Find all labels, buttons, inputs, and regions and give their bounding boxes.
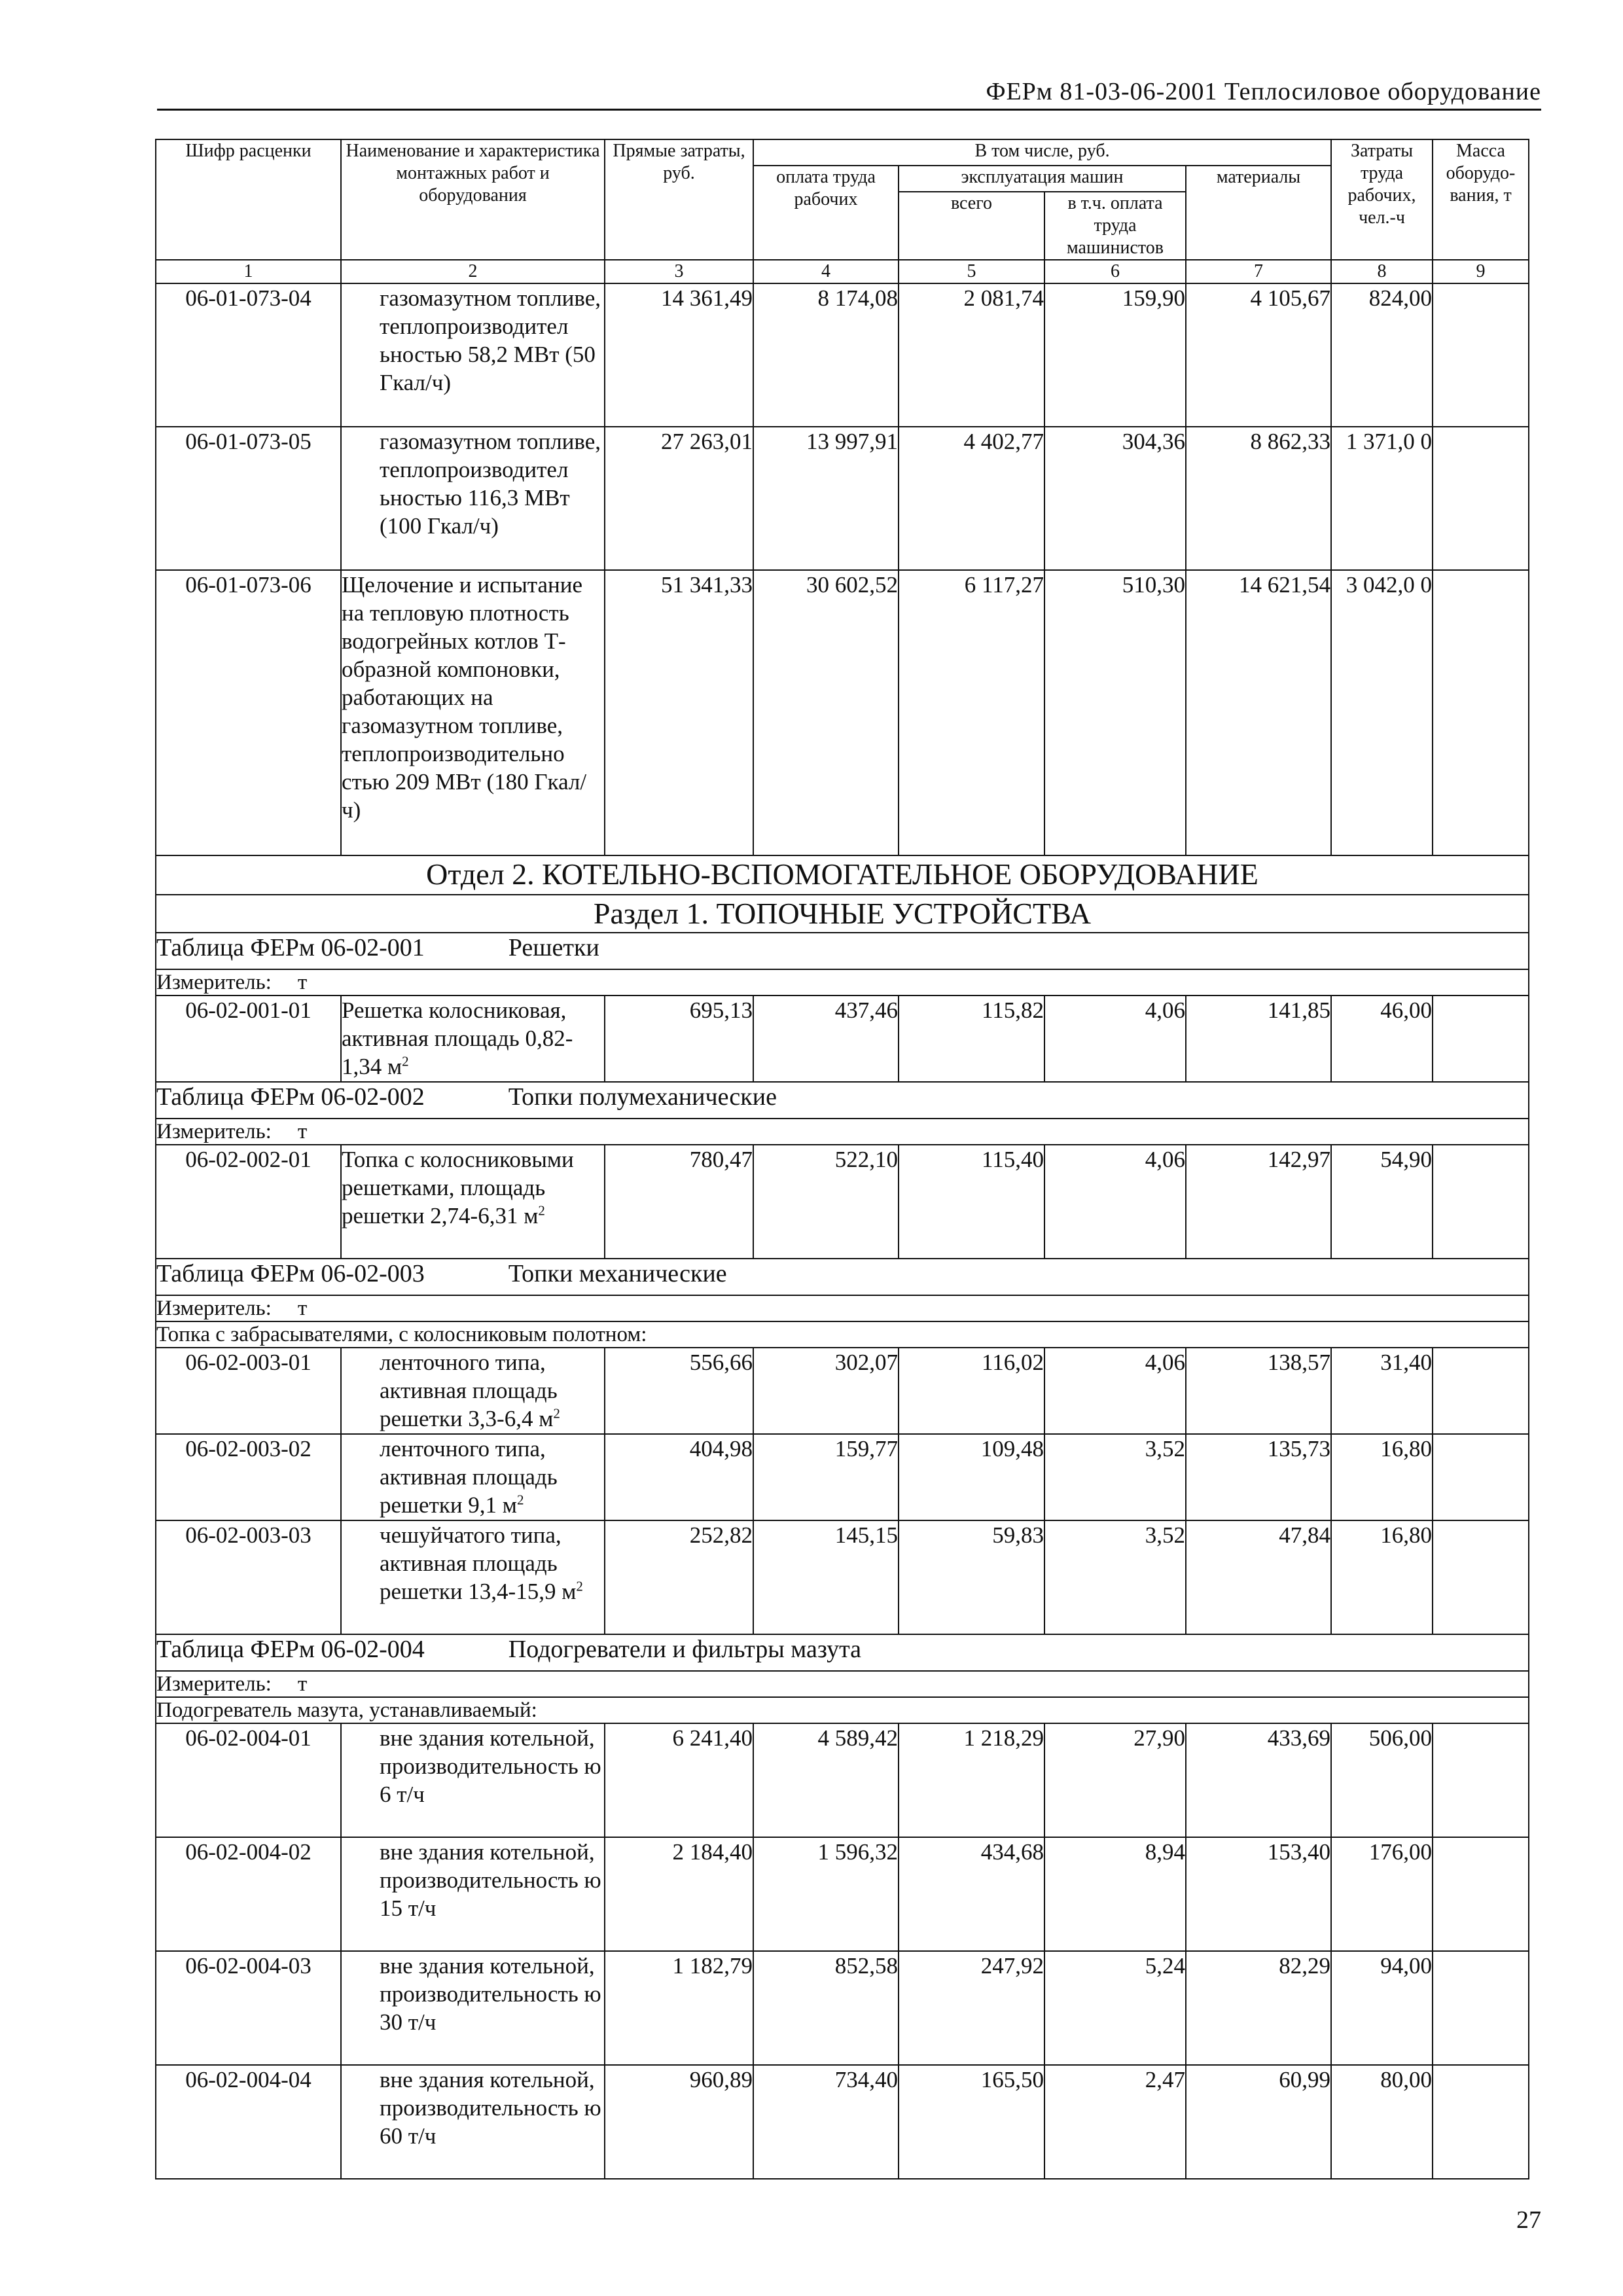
rate-code: 06-02-004-03	[156, 1951, 341, 2065]
rate-code: 06-02-002-01	[156, 1145, 341, 1259]
materials-cost: 135,73	[1186, 1434, 1331, 1520]
materials-cost: 8 862,33	[1186, 427, 1331, 570]
col-number: 1	[156, 260, 341, 283]
table-id: Таблица ФЕРм 06-02-004	[156, 1636, 425, 1663]
labor-hours: 506,00	[1331, 1723, 1433, 1837]
direct-cost: 695,13	[605, 996, 753, 1082]
col-machine-total-header: всего	[899, 192, 1044, 260]
direct-cost: 27 263,01	[605, 427, 753, 570]
rate-code: 06-01-073-05	[156, 427, 341, 570]
direct-cost: 51 341,33	[605, 570, 753, 855]
table-row	[156, 1520, 1529, 1634]
direct-cost: 2 184,40	[605, 1837, 753, 1951]
equipment-mass	[1433, 1520, 1529, 1634]
rate-name: вне здания котельной, производительность ю 15 т/ч	[341, 1837, 605, 1951]
table-row	[156, 570, 1529, 855]
rate-name: вне здания котельной, производительность ю 6 т/ч	[341, 1723, 605, 1837]
table-row	[156, 1951, 1529, 2065]
measure-row	[156, 1119, 1529, 1145]
table-row	[156, 1145, 1529, 1259]
table-row	[156, 1434, 1529, 1520]
table-name: Топки механические	[508, 1260, 727, 1287]
table-id: Таблица ФЕРм 06-02-002	[156, 1083, 425, 1111]
operator-pay: 3,52	[1044, 1520, 1186, 1634]
labor-pay: 145,15	[753, 1520, 899, 1634]
running-header: ФЕРм 81-03-06-2001 Теплосиловое оборудование	[986, 78, 1541, 105]
labor-pay: 30 602,52	[753, 570, 899, 855]
group-subheading: Топка с забрасывателями, с колосниковым полотном:	[156, 1321, 1529, 1348]
measure-row	[156, 1671, 1529, 1697]
labor-pay: 8 174,08	[753, 283, 899, 427]
equipment-mass	[1433, 1951, 1529, 2065]
labor-pay: 522,10	[753, 1145, 899, 1259]
operator-pay: 27,90	[1044, 1723, 1186, 1837]
labor-hours: 1 371,0 0	[1331, 427, 1433, 570]
rate-name: чешуйчатого типа, активная площадь решетки 13,4-15,9 $м^2$	[341, 1520, 605, 1634]
rate-name: вне здания котельной, производительность ю 30 т/ч	[341, 1951, 605, 2065]
operator-pay: 304,36	[1044, 427, 1186, 570]
labor-hours: 824,00	[1331, 283, 1433, 427]
table-row	[156, 283, 1529, 427]
table-title	[156, 1259, 1529, 1295]
rate-name: вне здания котельной, производительность ю 60 т/ч	[341, 2065, 605, 2179]
rate-name: Щелочение и испытание на тепловую плотность водогрейных котлов Т-образной компоновки, работающих на газомазутном топливе, теплопроизводительно стью 209 МВт (180 Гкал/ч)	[341, 570, 605, 855]
labor-pay: 734,40	[753, 2065, 899, 2179]
equipment-mass	[1433, 1348, 1529, 1434]
labor-pay: 159,77	[753, 1434, 899, 1520]
machine-total: 115,82	[899, 996, 1044, 1082]
operator-pay: 4,06	[1044, 1145, 1186, 1259]
operator-pay: 510,30	[1044, 570, 1186, 855]
measure-unit: т	[297, 971, 308, 994]
equipment-mass	[1433, 1837, 1529, 1951]
materials-cost: 141,85	[1186, 996, 1331, 1082]
operator-pay: 3,52	[1044, 1434, 1186, 1520]
table-title	[156, 933, 1529, 969]
table-row	[156, 1723, 1529, 1837]
machine-total: 247,92	[899, 1951, 1044, 2065]
labor-pay: 4 589,42	[753, 1723, 899, 1837]
rate-name: Топка с колосниковыми решетками, площадь решетки 2,74-6,31 $м^2$	[341, 1145, 605, 1259]
operator-pay: 4,06	[1044, 996, 1186, 1082]
section-title: Раздел 1. ТОПОЧНЫЕ УСТРОЙСТВА	[156, 895, 1529, 933]
machine-total: 165,50	[899, 2065, 1044, 2179]
direct-cost: 556,66	[605, 1348, 753, 1434]
operator-pay: 5,24	[1044, 1951, 1186, 2065]
measure-label: Измеритель:	[156, 971, 272, 994]
machine-total: 434,68	[899, 1837, 1044, 1951]
rates-table	[155, 139, 1529, 2179]
col-including-header: В том числе, руб.	[753, 139, 1331, 166]
table-title	[156, 1634, 1529, 1671]
col-mass-header: Масса оборудо- вания, т	[1433, 139, 1529, 260]
machine-total: 59,83	[899, 1520, 1044, 1634]
labor-pay: 302,07	[753, 1348, 899, 1434]
materials-cost: 138,57	[1186, 1348, 1331, 1434]
col-code-header: Шифр расценки	[156, 139, 341, 260]
rate-code: 06-02-003-02	[156, 1434, 341, 1520]
labor-hours: 54,90	[1331, 1145, 1433, 1259]
direct-cost: 14 361,49	[605, 283, 753, 427]
equipment-mass	[1433, 1434, 1529, 1520]
labor-hours: 31,40	[1331, 1348, 1433, 1434]
col-labor-cost-header: Затраты труда рабочих, чел.-ч	[1331, 139, 1433, 260]
equipment-mass	[1433, 427, 1529, 570]
measure-row	[156, 969, 1529, 996]
rate-name: газомазутном топливе, теплопроизводител ьностью 116,3 МВт (100 Гкал/ч)	[341, 427, 605, 570]
table-name: Решетки	[508, 934, 599, 961]
rate-code: 06-01-073-06	[156, 570, 341, 855]
col-number: 6	[1044, 260, 1186, 283]
machine-total: 109,48	[899, 1434, 1044, 1520]
equipment-mass	[1433, 283, 1529, 427]
measure-unit: т	[297, 1672, 308, 1696]
materials-cost: 60,99	[1186, 2065, 1331, 2179]
table-id: Таблица ФЕРм 06-02-001	[156, 934, 425, 961]
col-number: 7	[1186, 260, 1331, 283]
rate-code: 06-02-001-01	[156, 996, 341, 1082]
labor-hours: 16,80	[1331, 1520, 1433, 1634]
equipment-mass	[1433, 1145, 1529, 1259]
materials-cost: 82,29	[1186, 1951, 1331, 2065]
operator-pay: 2,47	[1044, 2065, 1186, 2179]
equipment-mass	[1433, 996, 1529, 1082]
measure-label: Измеритель:	[156, 1120, 272, 1143]
header-rule	[157, 109, 1541, 111]
machine-total: 115,40	[899, 1145, 1044, 1259]
labor-hours: 3 042,0 0	[1331, 570, 1433, 855]
table-row	[156, 427, 1529, 570]
measure-row	[156, 1295, 1529, 1321]
direct-cost: 404,98	[605, 1434, 753, 1520]
machine-total: 1 218,29	[899, 1723, 1044, 1837]
rate-code: 06-02-003-03	[156, 1520, 341, 1634]
table-row	[156, 2065, 1529, 2179]
labor-pay: 437,46	[753, 996, 899, 1082]
materials-cost: 47,84	[1186, 1520, 1331, 1634]
measure-label: Измеритель:	[156, 1297, 272, 1320]
rate-code: 06-02-004-04	[156, 2065, 341, 2179]
table-title	[156, 1082, 1529, 1119]
col-number: 8	[1331, 260, 1433, 283]
operator-pay: 8,94	[1044, 1837, 1186, 1951]
materials-cost: 142,97	[1186, 1145, 1331, 1259]
page-number: 27	[1516, 2206, 1541, 2234]
group-subheading: Подогреватель мазута, устанавливаемый:	[156, 1697, 1529, 1723]
direct-cost: 1 182,79	[605, 1951, 753, 2065]
table-name: Подогреватели и фильтры мазута	[508, 1636, 862, 1663]
labor-pay: 852,58	[753, 1951, 899, 2065]
labor-pay: 13 997,91	[753, 427, 899, 570]
rate-code: 06-01-073-04	[156, 283, 341, 427]
measure-label: Измеритель:	[156, 1672, 272, 1696]
rate-name: ленточного типа, активная площадь решетки 9,1 $м^2$	[341, 1434, 605, 1520]
rate-name: ленточного типа, активная площадь решетки 3,3-6,4 $м^2$	[341, 1348, 605, 1434]
measure-unit: т	[297, 1120, 308, 1143]
operator-pay: 159,90	[1044, 283, 1186, 427]
table-id: Таблица ФЕРм 06-02-003	[156, 1260, 425, 1287]
col-number: 2	[341, 260, 605, 283]
division-title: Отдел 2. КОТЕЛЬНО-ВСПОМОГАТЕЛЬНОЕ ОБОРУДОВАНИЕ	[156, 855, 1529, 895]
direct-cost: 252,82	[605, 1520, 753, 1634]
rate-code: 06-02-004-02	[156, 1837, 341, 1951]
table-row	[156, 1837, 1529, 1951]
labor-hours: 46,00	[1331, 996, 1433, 1082]
rate-name: газомазутном топливе, теплопроизводител ьностью 58,2 МВт (50 Гкал/ч)	[341, 283, 605, 427]
rate-name: Решетка колосниковая, активная площадь 0,82-1,34 $м^2$	[341, 996, 605, 1082]
direct-cost: 6 241,40	[605, 1723, 753, 1837]
equipment-mass	[1433, 570, 1529, 855]
labor-hours: 80,00	[1331, 2065, 1433, 2179]
machine-total: 6 117,27	[899, 570, 1044, 855]
col-machine-operators-header: в т.ч. оплата труда машинистов	[1044, 192, 1186, 260]
equipment-mass	[1433, 1723, 1529, 1837]
machine-total: 4 402,77	[899, 427, 1044, 570]
machine-total: 2 081,74	[899, 283, 1044, 427]
col-machine-use-header: эксплуатация машин	[899, 166, 1186, 192]
labor-hours: 16,80	[1331, 1434, 1433, 1520]
col-number: 4	[753, 260, 899, 283]
measure-unit: т	[297, 1297, 308, 1320]
materials-cost: 4 105,67	[1186, 283, 1331, 427]
direct-cost: 960,89	[605, 2065, 753, 2179]
machine-total: 116,02	[899, 1348, 1044, 1434]
materials-cost: 433,69	[1186, 1723, 1331, 1837]
table-row	[156, 996, 1529, 1082]
rate-code: 06-02-004-01	[156, 1723, 341, 1837]
col-number: 5	[899, 260, 1044, 283]
table-row	[156, 1348, 1529, 1434]
col-materials-header: материалы	[1186, 166, 1331, 260]
operator-pay: 4,06	[1044, 1348, 1186, 1434]
equipment-mass	[1433, 2065, 1529, 2179]
labor-pay: 1 596,32	[753, 1837, 899, 1951]
labor-hours: 94,00	[1331, 1951, 1433, 2065]
col-name-header: Наименование и характеристика монтажных работ и оборудования	[341, 139, 605, 260]
labor-hours: 176,00	[1331, 1837, 1433, 1951]
col-number: 3	[605, 260, 753, 283]
col-number: 9	[1433, 260, 1529, 283]
table-name: Топки полумеханические	[508, 1083, 777, 1111]
direct-cost: 780,47	[605, 1145, 753, 1259]
rate-code: 06-02-003-01	[156, 1348, 341, 1434]
materials-cost: 14 621,54	[1186, 570, 1331, 855]
materials-cost: 153,40	[1186, 1837, 1331, 1951]
col-direct-header: Прямые затраты, руб.	[605, 139, 753, 260]
col-labor-pay-header: оплата труда рабочих	[753, 166, 899, 260]
